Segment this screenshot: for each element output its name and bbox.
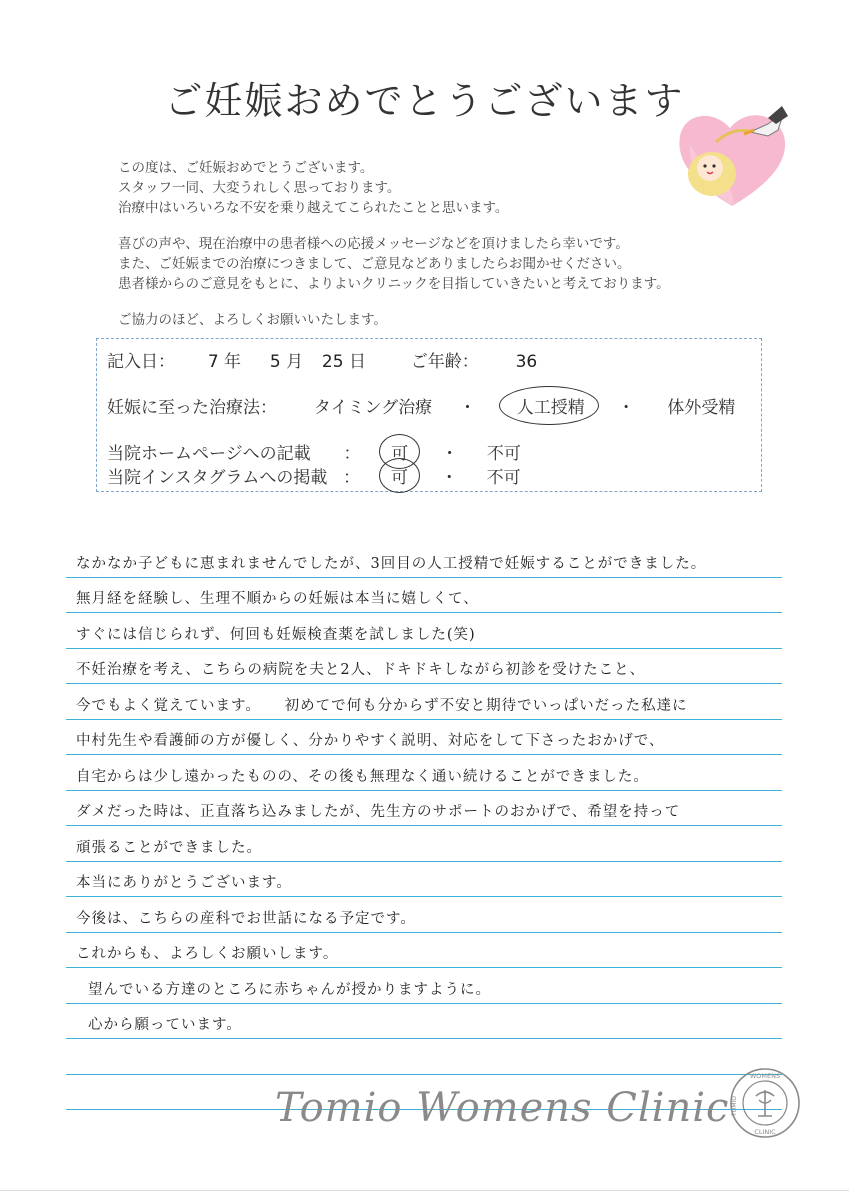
intro-text [118, 158, 778, 346]
survey-info-box [96, 338, 762, 492]
message-line: 自宅からは少し遠かったものの、その後も無理なく通い続けることができました。 [66, 755, 782, 791]
handwritten-message [66, 542, 782, 1110]
message-line: すぐには信じられず、何回も妊娠検査薬を試しました(笑) [66, 613, 782, 649]
message-line: 今でもよく覚えています。 初めてで何も分からず不安と期待でいっぱいだった私達に [66, 684, 782, 720]
message-line: 頑張ることができました。 [66, 826, 782, 862]
age-label: ご年齢： [410, 352, 479, 372]
message-line: 望んでいる方達のところに赤ちゃんが授かりますように。 [66, 968, 782, 1004]
month-value: 5 [269, 352, 281, 372]
svg-text:CLINIC: CLINIC [754, 1128, 776, 1136]
message-line [66, 1039, 782, 1075]
message-line: 本当にありがとうございます。 [66, 862, 782, 898]
method-separator: ・ [617, 398, 635, 418]
homepage-consent-row: 当院ホームページへの記載 ： 可 ・ 不可 [107, 439, 521, 464]
message-line: 無月経を経験し、生理不順からの妊娠は本当に嬉しくて、 [66, 578, 782, 614]
clinic-logo-text: Tomio Womens Clinic [275, 1085, 730, 1131]
intro-paragraph-1: この度は、ご妊娠おめでとうございます。 スタッフ一同、大変うれしく思っております。 治療中はいろいろな不安を乗り越えてこられたことと思います。 [118, 160, 509, 216]
method-option-iui-selected: 人工授精 [513, 393, 589, 418]
age-value: 36 [515, 352, 538, 372]
message-line: 不妊治療を考え、こちらの病院を夫と2人、ドキドキしながら初診を受けたこと、 [66, 649, 782, 685]
year-value: 7 [207, 352, 219, 372]
method-label: 妊娠に至った治療法： [107, 398, 277, 418]
message-line: 心から願っています。 [66, 1004, 782, 1040]
message-line: これからも、よろしくお願いします。 [66, 933, 782, 969]
message-line: なかなか子どもに恵まれませんでしたが、3回目の人工授精で妊娠することができました。 [66, 542, 782, 578]
page-title: ご妊娠おめでとうございます [164, 79, 685, 123]
year-unit: 年 [224, 352, 242, 372]
month-unit: 月 [286, 352, 304, 372]
instagram-deny: 不可 [486, 468, 521, 488]
page-bottom-border [0, 1190, 849, 1191]
message-line: ダメだった時は、正直落ち込みましたが、先生方のサポートのおかげで、希望を持って [66, 791, 782, 827]
homepage-label: 当院ホームページへの記載 [107, 444, 311, 464]
day-value: 25 [321, 352, 344, 372]
treatment-method-row [107, 393, 735, 418]
method-separator: ・ [458, 398, 476, 418]
homepage-deny: 不可 [486, 444, 521, 464]
intro-paragraph-3: ご協力のほど、よろしくお願いいたします。 [118, 312, 387, 328]
instagram-consent-row: 当院インスタグラムへの掲載 ： 可 ・ 不可 [107, 463, 521, 488]
date-age-row [107, 347, 537, 372]
svg-text:TOMIO: TOMIO [731, 1095, 738, 1117]
date-label: 記入日： [107, 352, 175, 372]
intro-paragraph-2: 喜びの声や、現在治療中の患者様への応援メッセージなどを頂けましたら幸いです。 また、ご妊娠までの治療につきまして、ご意見などありましたらお聞かせください。 患者様からのご意見をもとに、よりよいクリニックを目指していきたいと考えております。 [118, 236, 670, 292]
message-line: 中村先生や看護師の方が優しく、分かりやすく説明、対応をして下さったおかげで、 [66, 720, 782, 756]
day-unit: 日 [348, 352, 366, 372]
method-option-timing: タイミング治療 [313, 398, 433, 418]
homepage-allow-selected: 可 [387, 439, 412, 464]
instagram-allow-selected: 可 [387, 463, 412, 488]
instagram-label: 当院インスタグラムへの掲載 [107, 468, 328, 488]
svg-text:WOMENS: WOMENS [749, 1072, 781, 1080]
message-line: 今後は、こちらの産科でお世話になる予定です。 [66, 897, 782, 933]
method-option-ivf: 体外受精 [667, 398, 736, 418]
clinic-seal-logo [728, 1066, 802, 1140]
